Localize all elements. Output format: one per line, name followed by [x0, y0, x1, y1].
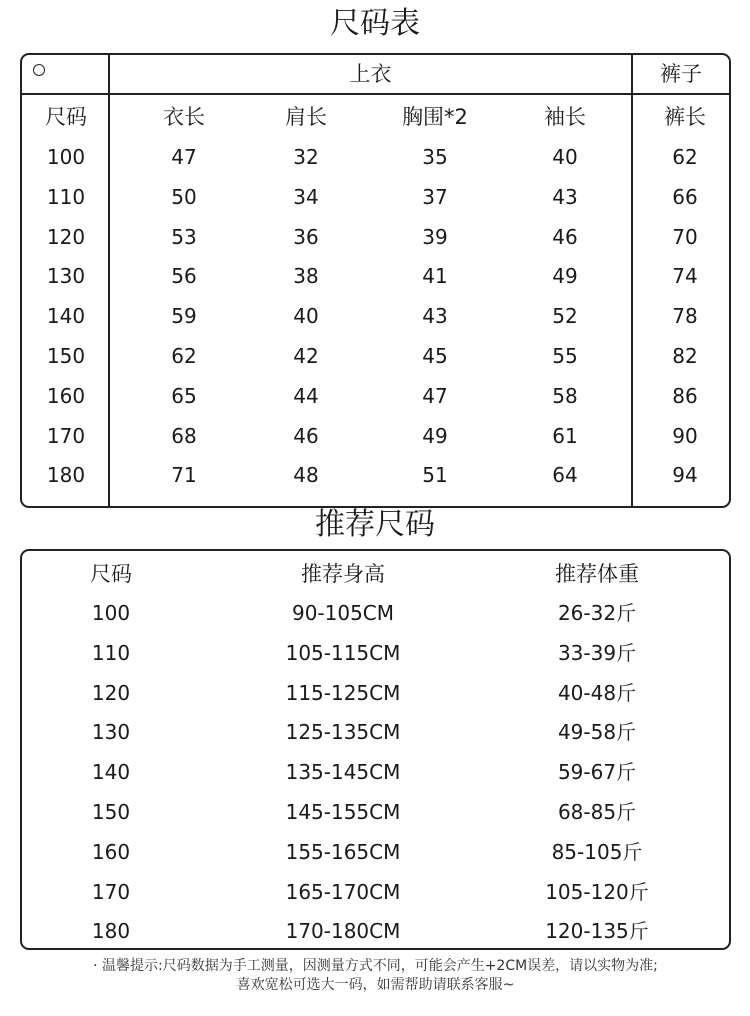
table-row: [22, 593, 729, 633]
table-cell: 53: [171, 224, 197, 249]
table-cell: 115-125CM: [285, 680, 401, 705]
table-row: [22, 137, 729, 177]
table-row: [22, 752, 729, 792]
column-header: 推荐身高: [301, 562, 385, 586]
table-cell: 68: [171, 423, 197, 448]
table-cell: 94: [672, 463, 698, 488]
table-cell: 170: [46, 423, 86, 448]
table-cell: 70: [672, 224, 698, 249]
table-cell: 26-32斤: [557, 601, 637, 625]
table-cell: 160: [91, 839, 131, 864]
table-cell: 40: [552, 145, 578, 169]
table-cell: 125-135CM: [285, 720, 401, 745]
table-cell: 68-85斤: [557, 800, 637, 824]
footnote: [20, 957, 731, 995]
table-row: [22, 256, 729, 296]
table-cell: 49: [552, 264, 578, 289]
table-cell: 36: [293, 224, 319, 249]
table-row: [22, 712, 729, 752]
table-cell: 39: [422, 224, 448, 249]
table-cell: 170-180CM: [285, 919, 401, 944]
column-header: 尺码: [90, 562, 132, 586]
table-cell: 110: [46, 184, 86, 209]
table-row: [22, 336, 729, 376]
table-cell: 61: [552, 423, 578, 448]
table-cell: 130: [91, 720, 131, 745]
table-cell: 52: [552, 304, 578, 329]
corner-circle-symbol: [33, 64, 45, 76]
table-cell: 51: [422, 463, 448, 488]
table-cell: 40-48斤: [557, 680, 637, 705]
table-cell: 100: [46, 145, 86, 169]
table-cell: 120: [91, 680, 131, 705]
table-cell: 165-170CM: [285, 879, 401, 904]
column-header: 胸围*2: [402, 105, 468, 129]
table-row: [22, 376, 729, 416]
table-cell: 41: [422, 264, 448, 289]
table-cell: 42: [293, 344, 319, 368]
table-cell: 105-115CM: [285, 640, 401, 665]
table-cell: 100: [91, 601, 131, 625]
table-cell: 145-155CM: [285, 800, 401, 824]
table-cell: 48: [293, 463, 319, 488]
table-cell: 33-39斤: [557, 640, 637, 665]
table-cell: 90-105CM: [291, 601, 395, 625]
table-cell: 110: [91, 640, 131, 665]
table-cell: 130: [46, 264, 86, 289]
table-cell: 150: [46, 344, 86, 368]
table-cell: 46: [293, 423, 319, 448]
table-cell: 85-105斤: [551, 839, 643, 864]
recommend-title: 推荐尺码: [315, 507, 435, 542]
table-cell: 90: [672, 423, 698, 448]
table-cell: 62: [171, 344, 197, 368]
table-cell: 59-67斤: [557, 760, 637, 785]
column-header: 尺码: [45, 105, 87, 129]
table-cell: 40: [293, 304, 319, 329]
size-chart-title: 尺码表: [330, 6, 420, 41]
table-cell: 180: [91, 919, 131, 944]
table-cell: 105-120斤: [545, 879, 649, 904]
table-cell: 66: [672, 184, 698, 209]
table-row: [22, 296, 729, 336]
table-cell: 35: [422, 145, 448, 169]
table-cell: 50: [171, 184, 197, 209]
table-cell: 120-135斤: [545, 919, 649, 944]
header-divider: [22, 93, 729, 95]
table-cell: 37: [422, 184, 448, 209]
table-cell: 58: [552, 383, 578, 408]
recommend-table: [20, 549, 731, 950]
table-cell: 34: [293, 184, 319, 209]
table-cell: 71: [171, 463, 197, 488]
table-cell: 65: [171, 383, 197, 408]
table-cell: 135-145CM: [285, 760, 401, 785]
table-cell: 45: [422, 344, 448, 368]
column-header: 裤长: [664, 105, 706, 129]
table-cell: 140: [91, 760, 131, 785]
group-header-top: 上衣: [349, 62, 392, 86]
table-cell: 160: [46, 383, 86, 408]
table-cell: 43: [422, 304, 448, 329]
table-cell: 64: [552, 463, 578, 488]
table-row: [22, 673, 729, 713]
table-cell: 155-165CM: [285, 839, 401, 864]
size-chart-table: [20, 53, 731, 508]
column-header: 衣长: [163, 105, 205, 129]
table-cell: 120: [46, 224, 86, 249]
table-cell: 82: [672, 344, 698, 368]
table-cell: 86: [672, 383, 698, 408]
table-cell: 44: [293, 383, 319, 408]
table-row: [22, 792, 729, 832]
table-row: [22, 217, 729, 257]
table-cell: 47: [171, 145, 197, 169]
table-cell: 46: [552, 224, 578, 249]
table-cell: 140: [46, 304, 86, 329]
table-cell: 49: [422, 423, 448, 448]
column-header: 袖长: [544, 105, 586, 129]
table-row: [22, 872, 729, 912]
table-cell: 49-58斤: [557, 720, 637, 745]
footnote-line-1: · 温馨提示:尺码数据为手工测量，因测量方式不同，可能会产生+2CM误差，请以实物为准;: [93, 958, 658, 974]
group-header-pants: 裤子: [660, 62, 702, 86]
table-cell: 74: [672, 264, 698, 289]
table-cell: 38: [293, 264, 319, 289]
table-cell: 32: [293, 145, 319, 169]
table-cell: 56: [171, 264, 197, 289]
table-cell: 150: [91, 800, 131, 824]
table-row: [22, 832, 729, 872]
table-cell: 59: [171, 304, 197, 329]
table-row: [22, 455, 729, 495]
table-cell: 47: [422, 383, 448, 408]
column-header: 肩长: [285, 105, 327, 129]
table-cell: 78: [672, 304, 698, 329]
table-cell: 170: [91, 879, 131, 904]
table-row: [22, 633, 729, 673]
table-row: [22, 911, 729, 951]
table-cell: 43: [552, 184, 578, 209]
table-cell: 62: [672, 145, 698, 169]
header-row: [22, 97, 729, 137]
header-row: [22, 554, 729, 594]
footnote-line-2: 喜欢宽松可选大一码，如需帮助请联系客服~: [236, 977, 515, 993]
column-header: 推荐体重: [555, 562, 639, 586]
table-cell: 55: [552, 344, 578, 368]
table-cell: 180: [46, 463, 86, 488]
table-row: [22, 177, 729, 217]
table-row: [22, 416, 729, 456]
